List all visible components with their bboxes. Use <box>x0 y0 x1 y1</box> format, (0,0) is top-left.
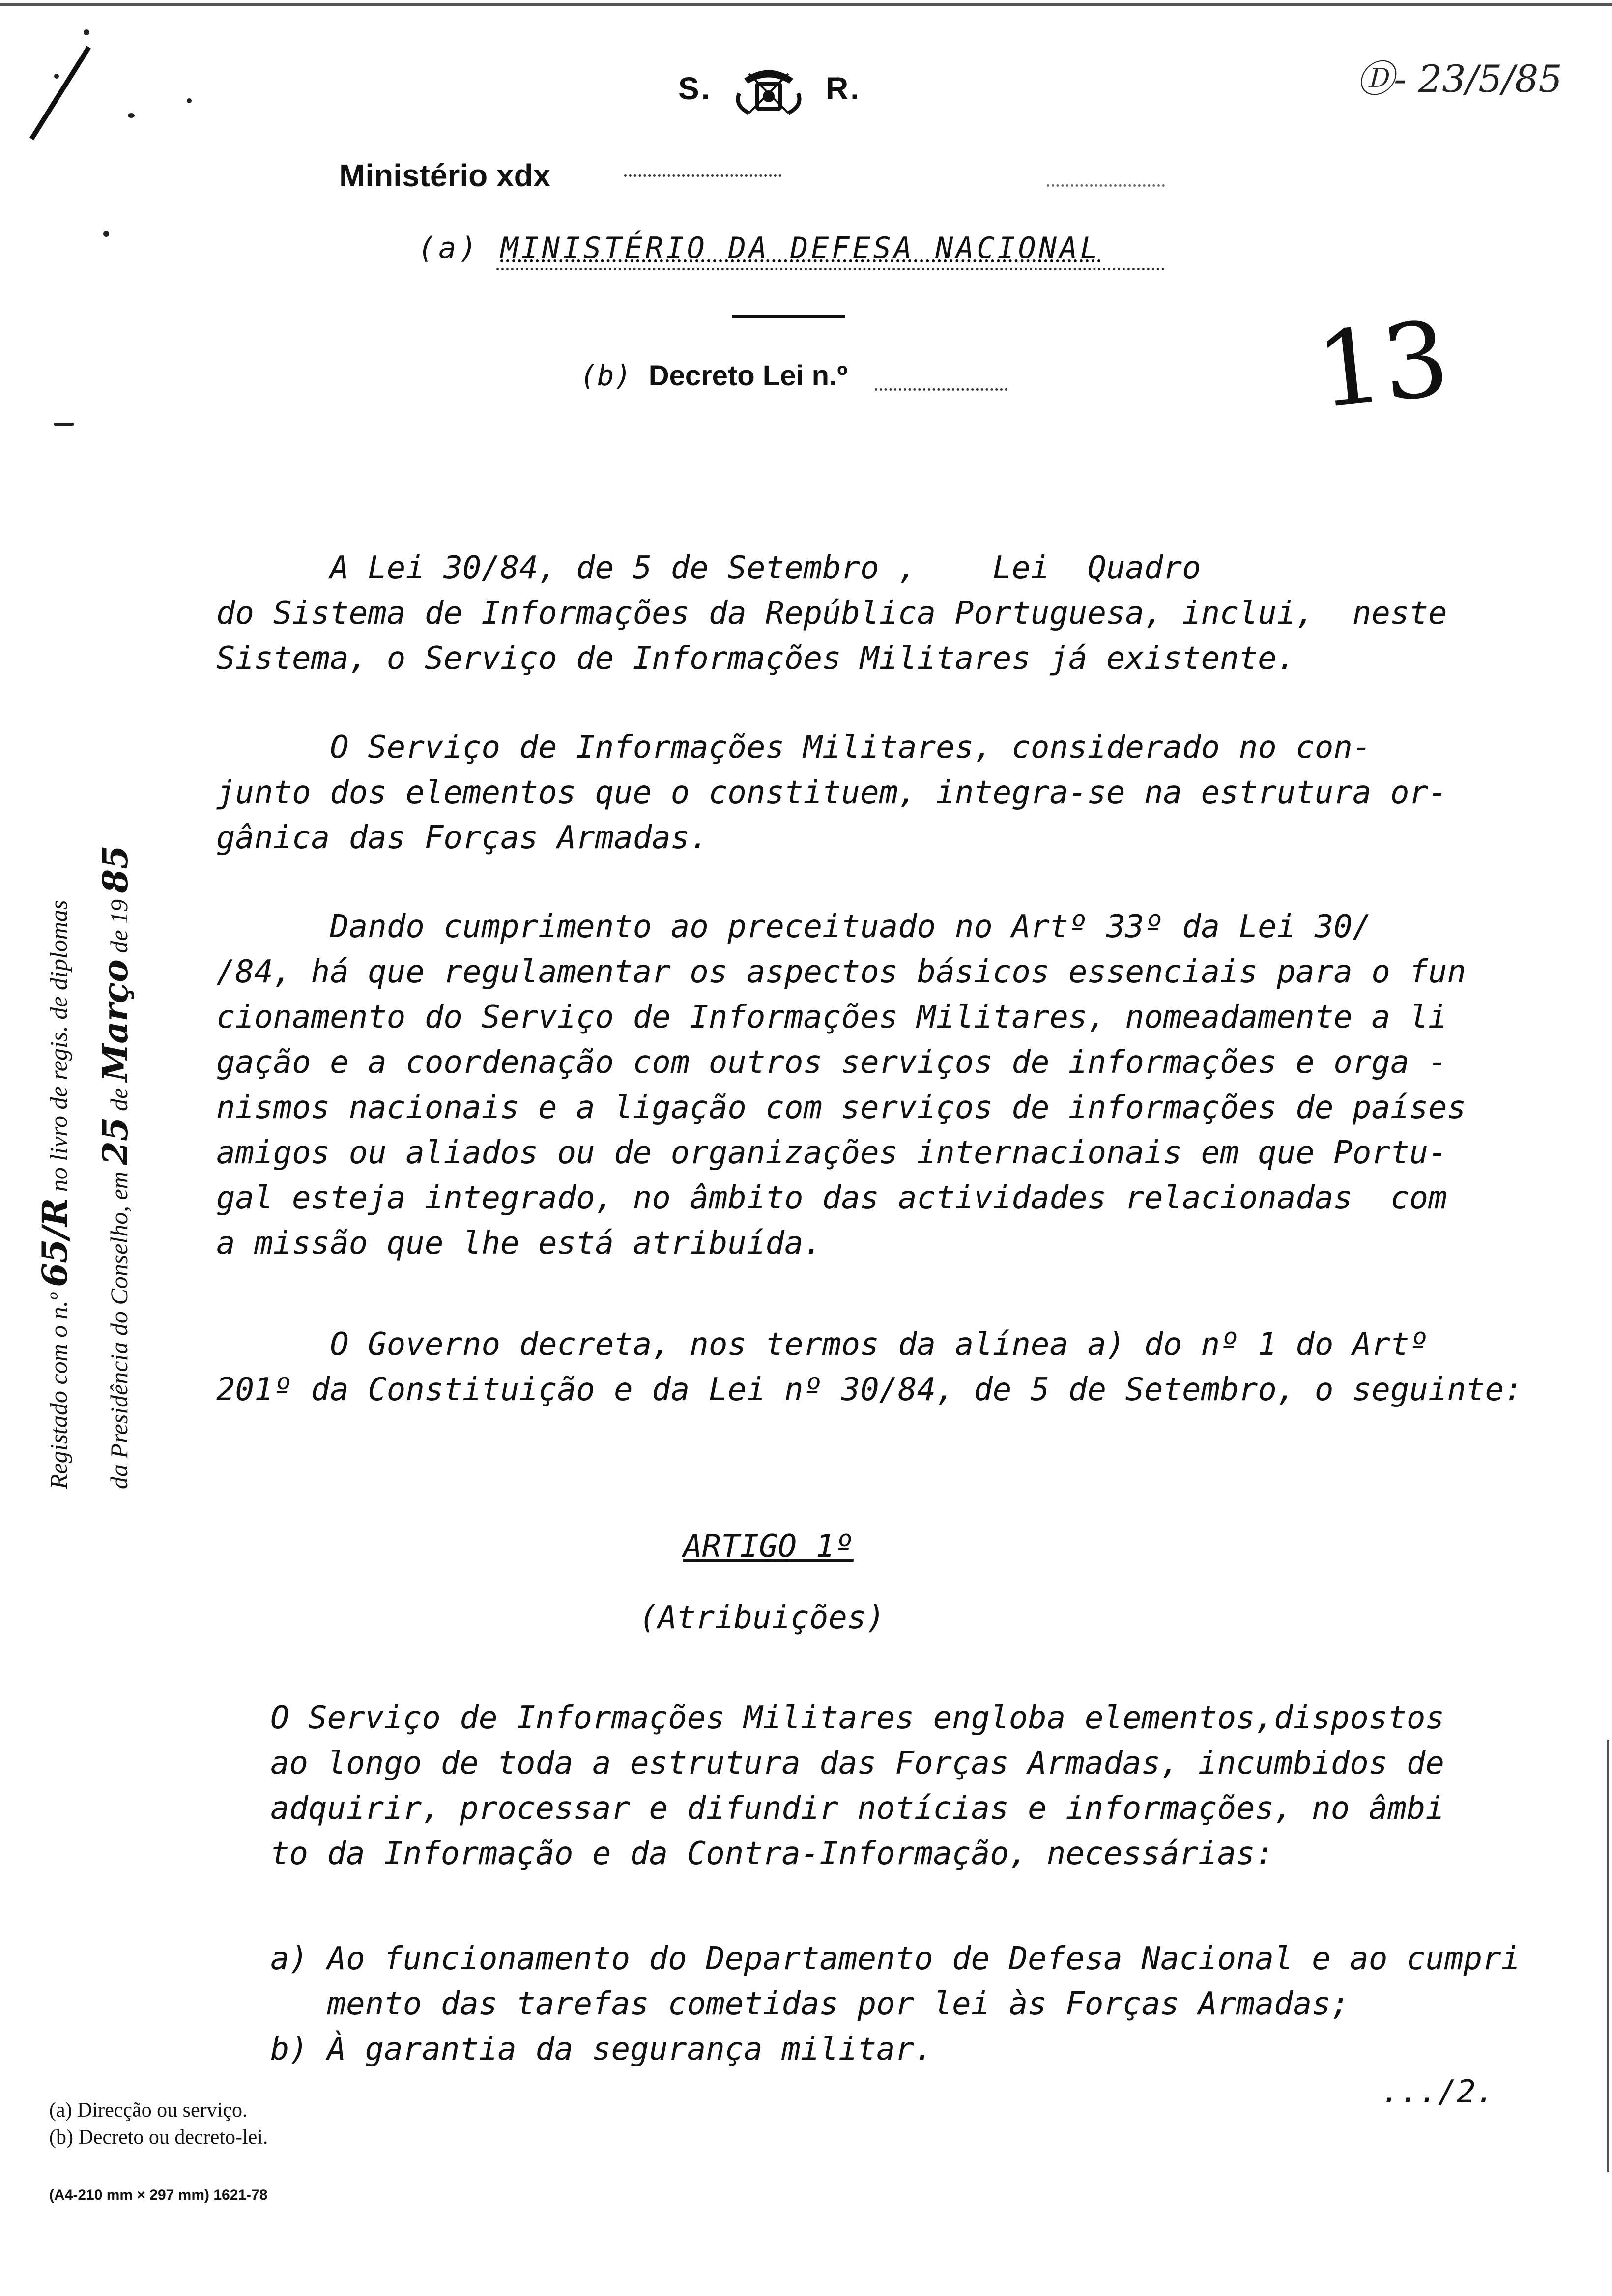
stamp-office: da Presidência do Conselho, em <box>105 1171 133 1489</box>
paragraph-line: ao longo de toda a estrutura das Forças Armadas, incumbidos de <box>270 1745 1444 1781</box>
margin-pen-mark <box>29 46 91 140</box>
handwritten-reference: Ⓓ- 23/5/85 <box>1356 57 1562 101</box>
paragraph-line: A Lei 30/84, de 5 de Setembro , Lei Quadro <box>216 550 1201 586</box>
stamp-register-number: 65/R <box>34 1198 75 1287</box>
paragraph-line: gal esteja integrado, no âmbito das actividades relacionadas com <box>216 1180 1447 1216</box>
list-item: mento das tarefas cometidas por lei às Forças Armadas; <box>270 1986 1350 2022</box>
paragraph-line: O Governo decreta, nos termos da alínea a) do nº 1 do Artº <box>216 1326 1428 1363</box>
ministry-line <box>418 231 1101 265</box>
stamp-year-prefix: de 19 <box>105 899 133 953</box>
scan-speck <box>54 74 59 79</box>
paragraph-line: Dando cumprimento ao preceituado no Artº 33º da Lei 30/ <box>216 909 1372 945</box>
r-letter: R. <box>826 71 862 106</box>
list-item: b) À garantia da segurança militar. <box>270 2031 933 2067</box>
paragraph-line: adquirir, processar e difundir notícias e informações, no âmbi <box>270 1790 1444 1827</box>
article-subtitle: (Atribuições) <box>639 1600 885 1636</box>
footnote-b: (b) Decreto ou decreto-lei. <box>49 2126 268 2149</box>
scan-top-border <box>0 3 1612 6</box>
stamp-suffix: de diplomas <box>45 900 72 1020</box>
ministerio-fill-line <box>624 174 781 177</box>
handwritten-number: 13 <box>1311 298 1455 432</box>
paragraph-line: gação e a coordenação com outros serviços de informações e orga - <box>216 1044 1447 1081</box>
footnote-a: (a) Direcção ou serviço. <box>49 2099 248 2122</box>
paragraph-line: cionamento do Serviço de Informações Militares, nomeadamente a li <box>216 999 1447 1035</box>
scan-speck <box>103 231 109 237</box>
article-list <box>270 1936 1548 2072</box>
header-rule <box>732 315 845 318</box>
article-title: ARTIGO 1º <box>683 1528 854 1565</box>
ministry-fill-line <box>496 268 1165 270</box>
page-continuation: .../2. <box>1381 2074 1495 2110</box>
ministry-name: MINISTÉRIO DA DEFESA NACIONAL <box>500 231 1101 265</box>
paragraph-line: amigos ou aliados ou de organizações internacionais em que Portu- <box>216 1135 1447 1171</box>
stamp-line-2 <box>95 624 136 1489</box>
ministerio-fill-line-2 <box>1047 184 1165 187</box>
form-code: (A4-210 mm × 297 mm) 1621-78 <box>49 2187 268 2203</box>
stamp-year: 85 <box>95 845 136 893</box>
paragraph-line: O Serviço de Informações Militares engloba elementos,dispostos <box>270 1700 1444 1736</box>
paragraph-3 <box>216 904 1514 1266</box>
coat-of-arms-icon <box>734 59 803 118</box>
stamp-line-1 <box>34 624 75 1489</box>
paragraph-line: /84, há que regulamentar os aspectos básicos essenciais para o fun <box>216 954 1467 990</box>
paragraph-line: nismos nacionais e a ligação com serviços de informações de países <box>216 1090 1467 1126</box>
stamp-de: de <box>105 1088 133 1111</box>
decree-line <box>580 359 847 392</box>
paragraph-line: do Sistema de Informações da República Portuguesa, inclui, neste <box>216 595 1447 631</box>
sr-header <box>678 59 861 118</box>
scan-speck <box>54 423 74 426</box>
stamp-day: 25 <box>95 1117 136 1165</box>
paragraph-1 <box>216 545 1514 681</box>
decree-fill-line <box>875 388 1008 391</box>
scan-speck <box>128 113 135 118</box>
scan-right-edge <box>1607 1740 1609 2172</box>
decree-prefix: (b) <box>580 359 632 392</box>
paragraph-line: gânica das Forças Armadas. <box>216 820 709 856</box>
paragraph-line: 201º da Constituição e da Lei nº 30/84, de 5 de Setembro, o seguinte: <box>216 1372 1523 1408</box>
s-letter: S. <box>678 71 712 106</box>
list-item: a) Ao funcionamento do Departamento de Defesa Nacional e ao cumpri <box>270 1941 1521 1977</box>
paragraph-line: O Serviço de Informações Militares, considerado no con- <box>216 729 1372 766</box>
paragraph-line: to da Informação e da Contra-Informação, necessárias: <box>270 1836 1274 1872</box>
stamp-prefix: Registado com o n.º <box>45 1293 72 1489</box>
paragraph-line: Sistema, o Serviço de Informações Militares já existente. <box>216 640 1296 677</box>
scan-speck <box>84 29 89 35</box>
decree-label: Decreto Lei n.º <box>648 360 848 392</box>
paragraph-4 <box>216 1322 1523 1412</box>
stamp-book: no livro de regis. <box>45 1026 72 1192</box>
stamp-month: Março <box>95 959 136 1082</box>
article-paragraph <box>270 1695 1528 1876</box>
ministerio-label: Ministério xdx <box>339 158 551 193</box>
ministry-prefix: (a) <box>418 231 480 265</box>
registration-stamp <box>34 624 136 1489</box>
paragraph-2 <box>216 725 1514 861</box>
paragraph-line: junto dos elementos que o constituem, integra-se na estrutura or- <box>216 775 1447 811</box>
paragraph-line: a missão que lhe está atribuída. <box>216 1225 822 1262</box>
scan-speck <box>187 98 192 103</box>
